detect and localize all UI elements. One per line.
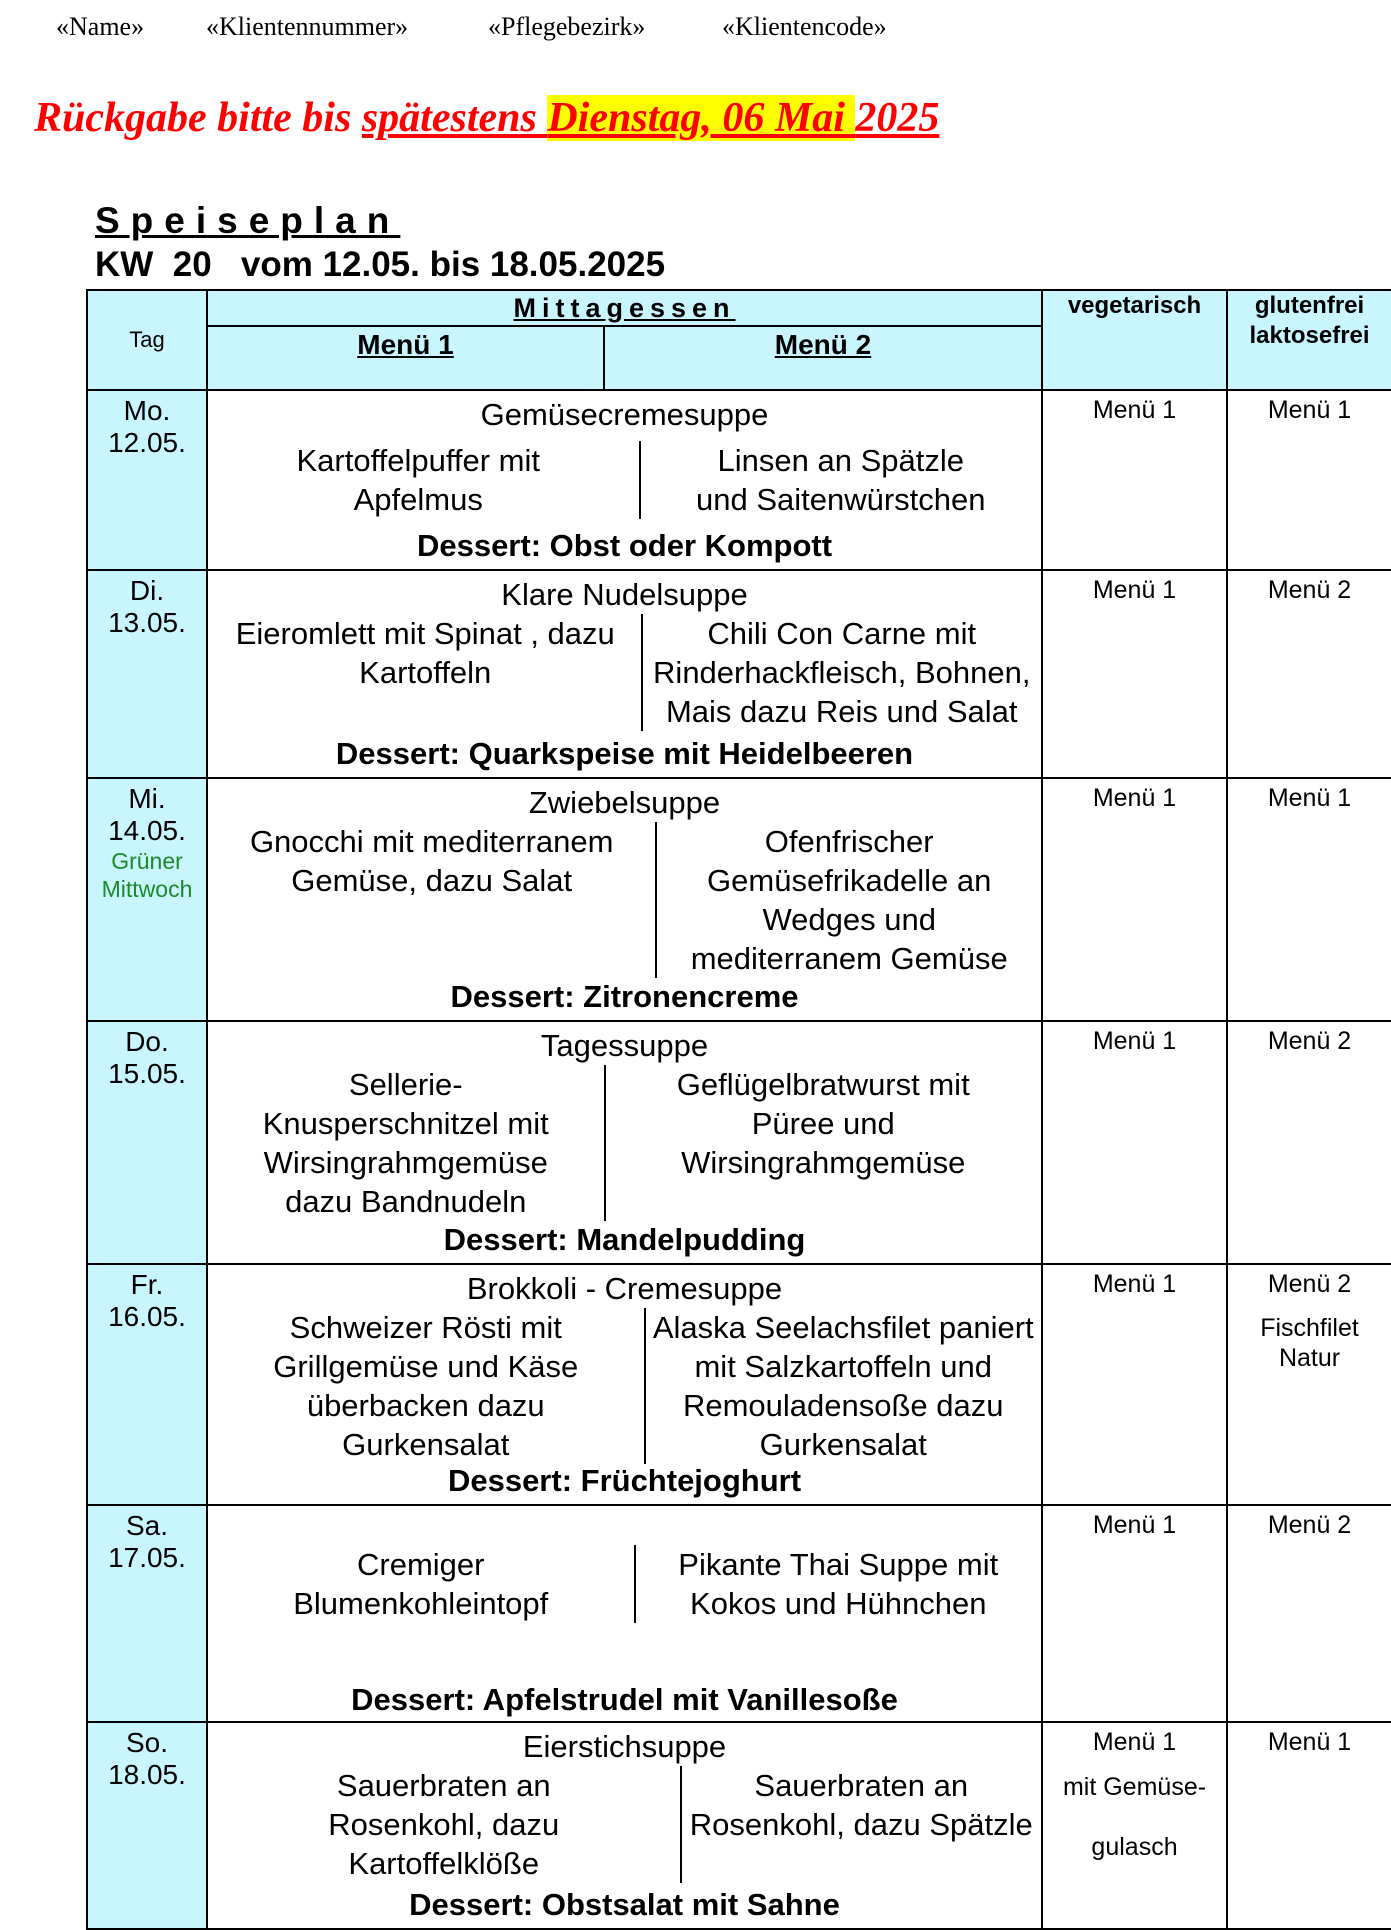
menu1-dish: Cremiger Blumenkohleintopf bbox=[293, 1547, 549, 1621]
table-row bbox=[87, 778, 1391, 1021]
meal-cell bbox=[207, 1505, 1042, 1722]
table-row bbox=[87, 1722, 1391, 1929]
day-cell: Mo. 12.05. bbox=[87, 390, 207, 570]
day-cell: Do. 15.05. bbox=[87, 1021, 207, 1264]
veg-cell: Menü 1 bbox=[1042, 1264, 1227, 1505]
soup: Zwiebelsuppe bbox=[528, 785, 721, 820]
meal-cell bbox=[207, 1021, 1042, 1264]
deadline-year: 2025 bbox=[855, 95, 940, 141]
menu1-dish: Eieromlett mit Spinat , dazu Kartoffeln bbox=[235, 616, 615, 690]
menu1-dish: Sellerie-Knusperschnitzel mit Wirsingrahmgemüse dazu Bandnudeln bbox=[262, 1067, 549, 1219]
menu2-dish: Chili Con Carne mit Rinderhackfleisch, Bohnen, Mais dazu Reis und Salat bbox=[641, 614, 1042, 731]
header-menu2: Menü 2 bbox=[604, 326, 1042, 390]
soup: Gemüsecremesuppe bbox=[480, 397, 769, 432]
dessert: Dessert: Zitronencreme bbox=[450, 979, 799, 1014]
day-cell: Sa. 17.05. bbox=[87, 1505, 207, 1722]
meal-cell bbox=[207, 390, 1042, 570]
menu-table bbox=[86, 289, 1391, 1930]
soup: Eierstichsuppe bbox=[522, 1729, 727, 1764]
veg-cell: Menü 1 mit Gemüse-gulasch bbox=[1042, 1722, 1227, 1929]
menu2-dish: Geflügelbratwurst mit Püree und Wirsingrahmgemüse bbox=[604, 1065, 1042, 1221]
day-cell: So. 18.05. bbox=[87, 1722, 207, 1929]
day-note: Grüner Mittwoch bbox=[101, 848, 193, 902]
deadline-date: Dienstag, 06 Mai bbox=[547, 95, 856, 141]
veg-cell: Menü 1 bbox=[1042, 390, 1227, 570]
day-cell: Mi. 14.05. Grüner Mittwoch bbox=[87, 778, 207, 1021]
header-mittagessen: Mittagessen bbox=[207, 290, 1042, 326]
field-klientennummer: «Klientennummer» bbox=[206, 12, 409, 41]
menu2-dish: Alaska Seelachsfilet paniert mit Salzkartoffeln und Remouladensoße dazu Gurkensalat bbox=[644, 1308, 1042, 1464]
day-cell: Fr. 16.05. bbox=[87, 1264, 207, 1505]
gf-cell: Menü 1 bbox=[1227, 1722, 1391, 1929]
dessert: Dessert: Mandelpudding bbox=[443, 1222, 806, 1257]
page-title: Speiseplan bbox=[95, 200, 401, 241]
header-glutenfrei-laktosefrei: glutenfrei laktosefrei bbox=[1227, 290, 1391, 390]
field-klientencode: «Klientencode» bbox=[722, 12, 887, 41]
table-row bbox=[87, 1021, 1391, 1264]
dessert: Dessert: Quarkspeise mit Heidelbeeren bbox=[335, 736, 914, 771]
menu1-dish: Schweizer Rösti mit Grillgemüse und Käse überbacken dazu Gurkensalat bbox=[273, 1310, 579, 1462]
gf-cell: Menü 2 Fischfilet Natur bbox=[1227, 1264, 1391, 1505]
veg-cell: Menü 1 bbox=[1042, 1021, 1227, 1264]
menu2-dish: Pikante Thai Suppe mit Kokos und Hühnchen bbox=[634, 1545, 1042, 1623]
dessert: Dessert: Apfelstrudel mit Vanillesoße bbox=[351, 1682, 898, 1717]
meal-cell bbox=[207, 570, 1042, 778]
gf-cell: Menü 1 bbox=[1227, 390, 1391, 570]
deadline-prefix: Rückgabe bitte bis bbox=[34, 95, 362, 141]
menu2-dish: Linsen an Spätzle und Saitenwürstchen bbox=[639, 441, 1042, 519]
meal-cell bbox=[207, 778, 1042, 1021]
menu2-dish: Ofenfrischer Gemüsefrikadelle an Wedges und mediterranem Gemüse bbox=[655, 822, 1041, 978]
soup: Klare Nudelsuppe bbox=[501, 577, 748, 612]
field-pflegebezirk: «Pflegebezirk» bbox=[488, 12, 646, 41]
table-row bbox=[87, 1264, 1391, 1505]
page-subtitle: KW 20 vom 12.05. bis 18.05.2025 bbox=[95, 245, 666, 284]
header-menu1: Menü 1 bbox=[207, 326, 604, 390]
dessert: Dessert: Früchtejoghurt bbox=[447, 1463, 802, 1498]
gf-cell: Menü 2 bbox=[1227, 1021, 1391, 1264]
field-name: «Name» bbox=[56, 12, 145, 41]
deadline-underlined: spätestens bbox=[361, 95, 548, 141]
gf-cell: Menü 2 bbox=[1227, 570, 1391, 778]
soup: Tagessuppe bbox=[540, 1028, 709, 1063]
table-row bbox=[87, 390, 1391, 570]
soup: Brokkoli - Cremesuppe bbox=[466, 1271, 783, 1306]
return-deadline bbox=[34, 94, 939, 142]
menu1-dish: Kartoffelpuffer mit Apfelmus bbox=[296, 443, 541, 517]
dessert: Dessert: Obst oder Kompott bbox=[416, 528, 833, 563]
header-vegetarisch: vegetarisch bbox=[1042, 290, 1227, 390]
gf-cell: Menü 2 bbox=[1227, 1505, 1391, 1722]
menu1-dish: Sauerbraten an Rosenkohl, dazu Kartoffelklöße bbox=[328, 1768, 560, 1881]
gf-note: Fischfilet Natur bbox=[1260, 1314, 1359, 1372]
veg-cell: Menü 1 bbox=[1042, 778, 1227, 1021]
table-row bbox=[87, 1505, 1391, 1722]
veg-cell: Menü 1 bbox=[1042, 570, 1227, 778]
table-row bbox=[87, 570, 1391, 778]
menu1-dish: Gnocchi mit mediterranem Gemüse, dazu Salat bbox=[249, 824, 614, 898]
dessert: Dessert: Obstsalat mit Sahne bbox=[409, 1887, 840, 1922]
gf-cell: Menü 1 bbox=[1227, 778, 1391, 1021]
day-cell: Di. 13.05. bbox=[87, 570, 207, 778]
meal-cell bbox=[207, 1264, 1042, 1505]
veg-cell: Menü 1 bbox=[1042, 1505, 1227, 1722]
veg-note: mit Gemüse-gulasch bbox=[1062, 1773, 1207, 1861]
menu2-dish: Sauerbraten an Rosenkohl, dazu Spätzle bbox=[680, 1766, 1042, 1883]
meal-cell bbox=[207, 1722, 1042, 1929]
header-tag: Tag bbox=[87, 290, 207, 390]
